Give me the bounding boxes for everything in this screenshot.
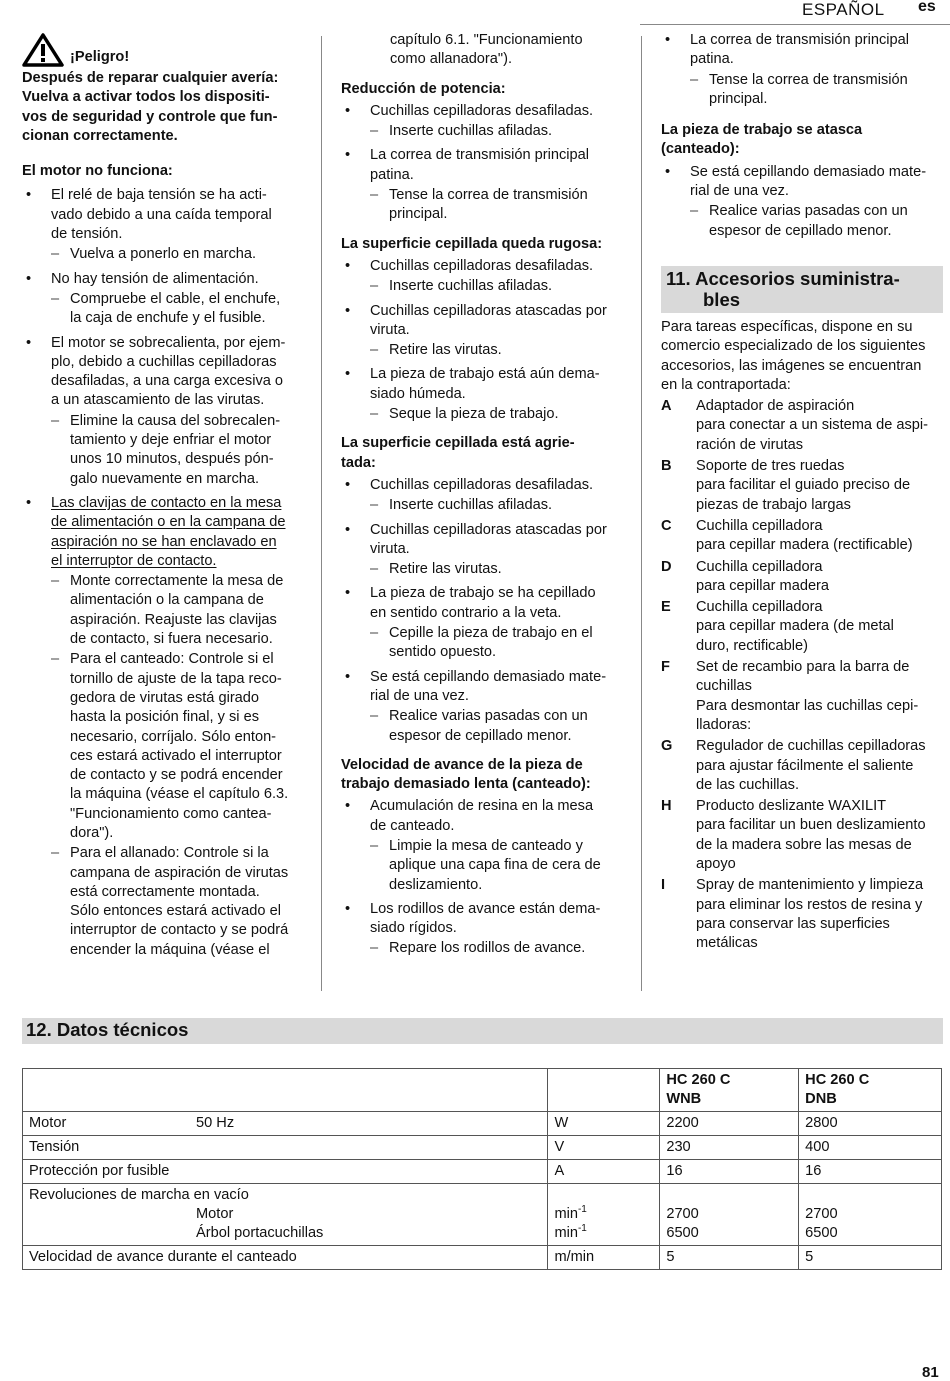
column-2 bbox=[341, 31, 633, 959]
remedy-item: – Para el allanado: Controle si la campana de aspiración de virutas está correctamente montada. Sólo entonces estará activado el interruptor de contacto y se podrá encender la máquina (véase el bbox=[51, 844, 312, 960]
remedy-item: – Tense la correa de transmisión principal. bbox=[690, 71, 943, 110]
list-item: • Cuchillas cepilladoras desafiladas. – Inserte cuchillas afiladas. bbox=[341, 257, 633, 297]
list-item: • Cuchillas cepilladoras desafiladas. – Inserte cuchillas afiladas. bbox=[341, 102, 633, 142]
remedy-item: – Inserte cuchillas afiladas. bbox=[370, 277, 633, 296]
accessory-letter: H bbox=[661, 798, 672, 815]
list-item: • La correa de transmisión principal patina. – Tense la correa de transmisión principal. bbox=[661, 31, 943, 109]
table-cell: $\min^{-1}$ $\min^{-1}$ bbox=[548, 1184, 660, 1246]
accessory-item bbox=[661, 797, 943, 874]
list-item: • Cuchillas cepilladoras desafiladas. – Inserte cuchillas afiladas. bbox=[341, 476, 633, 516]
accessory-letter: G bbox=[661, 738, 673, 755]
table-cell: m/min bbox=[548, 1246, 660, 1270]
table-row bbox=[23, 1160, 942, 1184]
accessory-text: Cuchilla cepilladora para cepillar madera (de metal duro, rectificable) bbox=[696, 599, 894, 654]
model-header-wnb: HC 260 C WNB bbox=[660, 1069, 799, 1112]
remedy-item: – Retire las virutas. bbox=[370, 341, 633, 360]
table-cell: Motor 50 Hz bbox=[23, 1112, 548, 1136]
accessory-item bbox=[661, 598, 943, 656]
list-item: • Cuchillas cepilladoras atascadas por viruta. – Retire las virutas. bbox=[341, 521, 633, 580]
remedy-item: – Compruebe el cable, el enchufe, la caja de enchufe y el fusible. bbox=[51, 290, 312, 329]
table-cell: 2700 6500 bbox=[660, 1184, 799, 1246]
section-heading: Reducción de potencia: bbox=[341, 80, 506, 97]
remedy-item: – Elimine la causa del sobrecalen- tamiento y deje enfriar el motor unos 10 minutos, después pón- galo nuevamente en marcha. bbox=[51, 412, 312, 489]
accessory-item bbox=[661, 876, 943, 953]
accessory-item bbox=[661, 658, 943, 735]
table-cell: 16 bbox=[799, 1160, 942, 1184]
column-3 bbox=[661, 31, 943, 241]
remedy-item: – Cepille la pieza de trabajo en el sentido opuesto. bbox=[370, 624, 633, 663]
danger-title: ¡Peligro! bbox=[70, 48, 130, 65]
continued-text: capítulo 6.1. "Funcionamiento como allanadora"). bbox=[390, 32, 583, 68]
accessory-item bbox=[661, 397, 943, 455]
accessory-text: Producto deslizante WAXILIT para facilitar un buen deslizamiento de la madera sobre las mesas de apoyo bbox=[696, 798, 926, 873]
table-cell: Velocidad de avance durante el canteado bbox=[23, 1246, 548, 1270]
remedy-item: – Repare los rodillos de avance. bbox=[370, 939, 633, 958]
list-item: • La pieza de trabajo está aún dema- siado húmeda. – Seque la pieza de trabajo. bbox=[341, 365, 633, 424]
remedy-item: – Monte correctamente la mesa de alimentación o la campana de aspiración. Reajuste las clavijas de contacto, si fuera necesario. bbox=[51, 572, 312, 649]
table-cell: 16 bbox=[660, 1160, 799, 1184]
column-divider-1 bbox=[321, 36, 322, 991]
section-heading: Velocidad de avance de la pieza de trabajo demasiado lenta (canteado): bbox=[341, 756, 591, 793]
accessory-letter: A bbox=[661, 398, 672, 415]
list-item: • Se está cepillando demasiado mate- rial de una vez. – Realice varias pasadas con un espesor de cepillado menor. bbox=[341, 668, 633, 746]
table-row bbox=[23, 1246, 942, 1270]
list-item: • No hay tensión de alimentación. – Compruebe el cable, el enchufe, la caja de enchufe y el fusible. bbox=[22, 270, 312, 329]
remedy-item: – Inserte cuchillas afiladas. bbox=[370, 122, 633, 141]
section-11-heading: 11. Accesorios suministra- bles bbox=[661, 266, 943, 313]
remedy-item: – Limpie la mesa de canteado y aplique una capa fina de cera de deslizamiento. bbox=[370, 837, 633, 895]
accessory-list bbox=[661, 397, 943, 953]
accessory-text: Spray de mantenimiento y limpieza para eliminar los restos de resina y para conservar las superficies metálicas bbox=[696, 877, 924, 952]
danger-notice bbox=[22, 33, 312, 67]
accessory-item bbox=[661, 558, 943, 597]
remedy-item: – Seque la pieza de trabajo. bbox=[370, 405, 633, 424]
table-cell: Revoluciones de marcha en vacío Motor Árbol portacuchillas bbox=[23, 1184, 548, 1246]
table-cell: 2800 bbox=[799, 1112, 942, 1136]
table-row bbox=[23, 1184, 942, 1246]
table-cell: 2700 6500 bbox=[799, 1184, 942, 1246]
column-divider-2 bbox=[641, 36, 642, 991]
table-cell bbox=[23, 1069, 548, 1112]
list-item: • Acumulación de resina en la mesa de canteado. – Limpie la mesa de canteado y aplique una capa fina de cera de deslizamiento. bbox=[341, 797, 633, 894]
accessory-item bbox=[661, 517, 943, 556]
list-item: • Las clavijas de contacto en la mesa de alimentación o en la campana de aspiración no se han enclavado en el interruptor de contacto. – Monte correctamente la mesa de alimentación o la campana de aspiración. Reajuste las clavijas de contacto, si fuera necesario. – Para el canteado: Controle si el tornillo de ajuste de la tapa reco- gedora de virutas está girado hasta la posición final, y si es necesario, corríjalo. Sólo enton- ces estará activado el interruptor de contacto y se podrá encender la máquina (véase el capítulo 6.3. "Funcionamiento como cantea- dora"). – Para el allanado: Controle si la campana de aspiración de virutas está correctamente montada. Sólo entonces estará activado el interruptor de contacto y se podrá encender la máquina (véase el bbox=[22, 494, 312, 960]
table-header-row bbox=[23, 1069, 942, 1112]
list-item: • Cuchillas cepilladoras atascadas por viruta. – Retire las virutas. bbox=[341, 302, 633, 361]
accessory-item bbox=[661, 737, 943, 795]
warning-triangle-icon bbox=[22, 33, 64, 67]
accessory-item bbox=[661, 457, 943, 515]
remedy-item: – Realice varias pasadas con un espesor de cepillado menor. bbox=[690, 202, 943, 241]
table-cell: 5 bbox=[799, 1246, 942, 1270]
table-cell: Tensión bbox=[23, 1136, 548, 1160]
header-rule bbox=[640, 24, 950, 25]
column-1 bbox=[22, 33, 312, 960]
table-cell: 2200 bbox=[660, 1112, 799, 1136]
accessories bbox=[661, 318, 943, 954]
remedy-item: – Inserte cuchillas afiladas. bbox=[370, 496, 633, 515]
model-header-dnb: HC 260 C DNB bbox=[799, 1069, 942, 1112]
accessory-text: Cuchilla cepilladora para cepillar madera bbox=[696, 558, 830, 594]
section-12-heading: 12. Datos técnicos bbox=[22, 1018, 943, 1044]
header-language-code: es bbox=[918, 0, 936, 15]
accessory-letter: E bbox=[661, 599, 671, 616]
table-cell: A bbox=[548, 1160, 660, 1184]
list-item: • Los rodillos de avance están dema- siado rígidos. – Repare los rodillos de avance. bbox=[341, 900, 633, 959]
table-row bbox=[23, 1112, 942, 1136]
danger-text: Después de reparar cualquier avería: Vuelva a activar todos los dispositi- vos de seguridad y controle que fun- cionan correctamente. bbox=[22, 70, 279, 144]
remedy-item: – Vuelva a ponerlo en marcha. bbox=[51, 245, 312, 264]
remedy-item: – Para el canteado: Controle si el tornillo de ajuste de la tapa reco- gedora de virutas está girado hasta la posición final, y si es necesario, corríjalo. Sólo enton- ces estará activado el interruptor de contacto y se podrá encender la máquina (véase el capítulo 6.3. "Funcionamiento como cantea- dora"). bbox=[51, 650, 312, 843]
section-heading: La superficie cepillada está agrie- tada: bbox=[341, 435, 575, 471]
accessory-letter: D bbox=[661, 558, 672, 575]
accessory-text: Soporte de tres ruedas para facilitar el guiado preciso de piezas de trabajo largas bbox=[696, 458, 911, 513]
technical-data-table bbox=[22, 1068, 942, 1270]
accessory-text: Set de recambio para la barra de cuchillas Para desmontar las cuchillas cepi- lladoras: bbox=[696, 659, 919, 733]
table-cell: 230 bbox=[660, 1136, 799, 1160]
table-cell: 400 bbox=[799, 1136, 942, 1160]
list-item: • La pieza de trabajo se ha cepillado en sentido contrario a la veta. – Cepille la pieza de trabajo en el sentido opuesto. bbox=[341, 584, 633, 662]
accessory-letter: B bbox=[661, 458, 672, 475]
table-cell: 5 bbox=[660, 1246, 799, 1270]
page-number: 81 bbox=[922, 1364, 939, 1381]
motor-heading: El motor no funciona: bbox=[22, 163, 173, 180]
header-language: ESPAÑOL bbox=[802, 0, 885, 19]
list-item: • La correa de transmisión principal patina. – Tense la correa de transmisión principal. bbox=[341, 146, 633, 224]
accessory-text: Adaptador de aspiración para conectar a un sistema de aspi- ración de virutas bbox=[696, 398, 929, 453]
remedy-item: – Tense la correa de transmisión principal. bbox=[370, 186, 633, 225]
table-cell: Protección por fusible bbox=[23, 1160, 548, 1184]
accessory-letter: C bbox=[661, 517, 672, 534]
accessory-letter: F bbox=[661, 659, 670, 676]
accessories-intro: Para tareas específicas, dispone en su comercio especializado de los siguientes accesorios, las imágenes se encuentran en la contraportada: bbox=[661, 319, 926, 393]
remedy-item: – Realice varias pasadas con un espesor de cepillado menor. bbox=[370, 707, 633, 746]
accessory-text: Cuchilla cepilladora para cepillar madera (rectificable) bbox=[696, 517, 913, 554]
table-cell bbox=[548, 1069, 660, 1112]
table-row bbox=[23, 1136, 942, 1160]
list-item: • El motor se sobrecalienta, por ejem- plo, debido a cuchillas cepilladoras desafiladas, a una carga excesiva o a un atascamiento de las virutas. – Elimine la causa del sobrecalen- tamiento y deje enfriar el motor unos 10 minutos, después pón- galo nuevamente en marcha. bbox=[22, 334, 312, 489]
accessory-letter: I bbox=[661, 877, 666, 894]
section-heading: La pieza de trabajo se atasca (canteado): bbox=[661, 122, 863, 158]
list-item: • Se está cepillando demasiado mate- rial de una vez. – Realice varias pasadas con un espesor de cepillado menor. bbox=[661, 163, 943, 241]
table-cell: W bbox=[548, 1112, 660, 1136]
remedy-item: – Retire las virutas. bbox=[370, 560, 633, 579]
list-item: • El relé de baja tensión se ha acti- vado debido a una caída temporal de tensión. – Vuelva a ponerlo en marcha. bbox=[22, 186, 312, 264]
accessory-text: Regulador de cuchillas cepilladoras para ajustar fácilmente el saliente de las cuchillas. bbox=[696, 738, 926, 793]
section-heading: La superficie cepillada queda rugosa: bbox=[341, 235, 603, 252]
table-cell: V bbox=[548, 1136, 660, 1160]
